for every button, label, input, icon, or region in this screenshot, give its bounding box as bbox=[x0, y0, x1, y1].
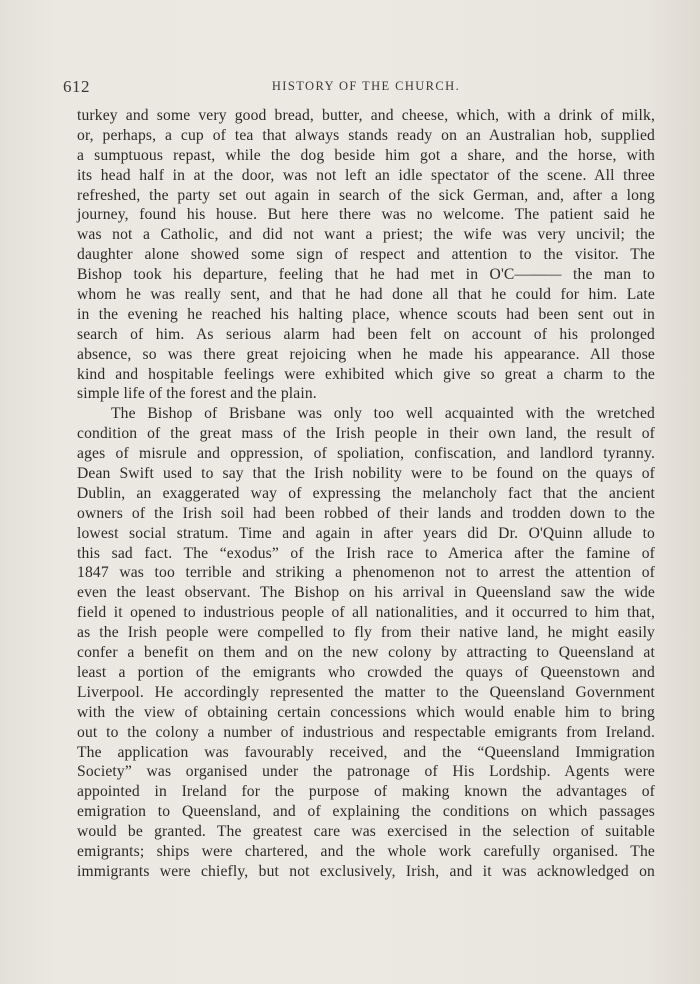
text-line: was not a Catholic, and did not want a priest; the wife was very uncivil; the bbox=[77, 226, 655, 244]
text-line: even the least observant. The Bishop on his arrival in Queensland saw the wide bbox=[77, 584, 655, 602]
text-line: appointed in Ireland for the purpose of making known the advantages of bbox=[77, 783, 655, 801]
page-number: 612 bbox=[63, 77, 90, 96]
text-line: kind and hospitable feelings were exhibited which give so great a charm to the bbox=[77, 365, 655, 383]
text-line: Society” was organised under the patronage of His Lordship. Agents were bbox=[77, 763, 655, 781]
text-line: condition of the great mass of the Irish people in their own land, the result of bbox=[77, 425, 655, 443]
body-text bbox=[77, 106, 655, 882]
text-line: with the view of obtaining certain concessions which would enable him to bring bbox=[77, 703, 655, 721]
text-line: Liverpool. He accordingly represented the matter to the Queensland Government bbox=[77, 683, 655, 701]
text-line: whom he was really sent, and that he had done all that he could for him. Late bbox=[77, 286, 655, 304]
text-line: 1847 was too terrible and striking a phenomenon not to arrest the attention of bbox=[77, 564, 655, 582]
page-header bbox=[63, 77, 656, 99]
text-line: daughter alone showed some sign of respect and attention to the visitor. The bbox=[77, 246, 655, 264]
text-line: search of him. As serious alarm had been felt on account of his prolonged bbox=[77, 325, 655, 343]
text-line: journey, found his house. But here there was no welcome. The patient said he bbox=[77, 206, 655, 224]
text-line: its head half in at the door, was not left an idle spectator of the scene. All three bbox=[77, 166, 655, 184]
text-line: would be granted. The greatest care was exercised in the selection of suitable bbox=[77, 823, 655, 841]
text-line: owners of the Irish soil had been robbed of their lands and trodden down to the bbox=[77, 504, 655, 522]
text-line: emigration to Queensland, and of explaining the conditions on which passages bbox=[77, 803, 655, 821]
text-line: least a portion of the emigrants who crowded the quays of Queenstown and bbox=[77, 663, 655, 681]
text-line: Dublin, an exaggerated way of expressing the melancholy fact that the ancient bbox=[77, 484, 655, 502]
text-line: simple life of the forest and the plain. bbox=[77, 385, 317, 403]
text-line: or, perhaps, a cup of tea that always stands ready on an Australian hob, supplied bbox=[77, 126, 655, 144]
text-line: turkey and some very good bread, butter, and cheese, which, with a drink of milk, bbox=[77, 107, 655, 124]
text-line: refreshed, the party set out again in search of the sick German, and, after a long bbox=[77, 186, 655, 204]
text-line: out to the colony a number of industrious and respectable emigrants from Ireland. bbox=[77, 723, 655, 741]
text-line: absence, so was there great rejoicing when he made his appearance. All those bbox=[77, 345, 655, 363]
text-line: The Bishop of Brisbane was only too well acquainted with the wretched bbox=[111, 405, 655, 423]
text-line: in the evening he reached his halting place, whence scouts had been sent out in bbox=[77, 305, 655, 323]
running-head: HISTORY OF THE CHURCH. bbox=[271, 79, 461, 93]
text-line: field it opened to industrious people of all nationalities, and it occurred to him that, bbox=[77, 604, 655, 622]
text-line: emigrants; ships were chartered, and the whole work carefully organised. The bbox=[77, 842, 655, 860]
text-line: ages of misrule and oppression, of spoliation, confiscation, and landlord tyranny. bbox=[77, 445, 655, 463]
text-line: immigrants were chiefly, but not exclusively, Irish, and it was acknowledged on bbox=[77, 862, 655, 880]
text-line: confer a benefit on them and on the new colony by attracting to Queensland at bbox=[77, 644, 655, 662]
text-line: a sumptuous repast, while the dog beside him got a share, and the horse, with bbox=[77, 146, 655, 164]
text-line: Dean Swift used to say that the Irish nobility were to be found on the quays of bbox=[77, 465, 655, 483]
text-line: as the Irish people were compelled to fly from their native land, he might easily bbox=[77, 624, 655, 642]
text-line: The application was favourably received, and the “Queensland Immigration bbox=[77, 743, 655, 761]
text-line: lowest social stratum. Time and again in after years did Dr. O'Quinn allude to bbox=[77, 524, 655, 542]
text-line: Bishop took his departure, feeling that he had met in O'C——— the man to bbox=[77, 266, 655, 284]
text-line: this sad fact. The “exodus” of the Irish race to America after the famine of bbox=[77, 544, 655, 562]
